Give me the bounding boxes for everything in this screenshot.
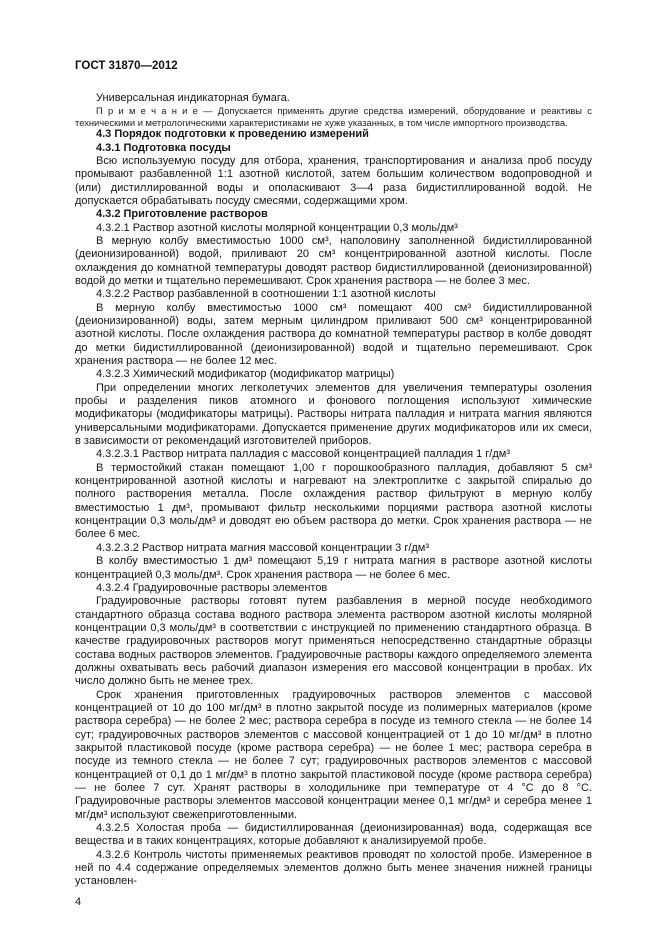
paragraph: В мерную колбу вместимостью 1000 см³ помещают 400 см³ бидистиллированной (деионизированной) воды, затем мерным цилиндром приливают 500 см³ концентрированной азотной кислоты. После охлаждения раствора до комнатной температуры раствор в колбе доводят до метки бидистиллированной (деионизированной) водой и тщательно перемешивают. Срок хранения раствора — не более 12 мес. [75,301,592,367]
paragraph: 4.3.2.5 Холостая проба — бидистиллированная (деионизированная) вода, содержащая все вещества и в таких концентрациях, которые добавляют к анализируемой пробе. [75,822,592,848]
paragraph: Срок хранения приготовленных градуировочных растворов элементов с массовой концентрацией от 10 до 100 мг/дм³ в плотно закрытой посуде из полимерных материалов (кроме раствора серебра) — не более 2 мес; раствора серебра в посуде из темного стекла — не более 14 сут; градуировочных растворов элементов с массовой концентрацией от 1 до 10 мг/дм³ в плотно закрытой пластиковой посуде (кроме раствора серебра) — не более 1 мес; раствора серебра в посуде из темного стекла — не более 7 сут; градуировочных растворов элементов с массовой концентрацией от 0,1 до 1 мг/дм³ в плотно закрытой пластиковой посуде (кроме раствора серебра) — не более 7 сут. Хранят растворы в холодильнике при температуре от 4 °С до 8 °С. Градуировочные растворы элементов массовой концентрации менее 0,1 мг/дм³ и серебра менее 1 мг/дм³ используют свежеприготовленными. [75,688,592,821]
paragraph: Всю используемую посуду для отбора, хранения, транспортирования и анализа проб посуду промывают разбавленной 1:1 азотной кислотой, затем большим количеством водопроводной и (или) дистиллированной воды и ополаскивают 3—4 раза бидистиллированной водой. Не допускается обрабатывать посуду смесями, содержащими хром. [75,154,592,207]
section-heading: 4.3.2 Приготовление растворов [96,208,268,221]
paragraph: Универсальная индикаторная бумага. [96,92,290,104]
subsection-title: 4.3.2.3 Химический модификатор (модификатор матрицы) [96,368,395,381]
section-heading: 4.3.1 Подготовка посуды [96,141,231,154]
subsection-title: 4.3.2.3.2 Раствор нитрата магния массовой концентрации 3 г/дм³ [96,541,430,554]
paragraph: 4.3.2.6 Контроль чистоты применяемых реактивов проводят по холостой пробе. Измеренное в ней по 4.4 содержание определяемых элементов должно быть менее значения нижней границы установлен- [75,848,592,888]
document-body [75,92,592,889]
subsection-title: 4.3.2.3.1 Раствор нитрата палладия с массовой концентрацией палладия 1 г/дм³ [96,448,510,461]
paragraph: В колбу вместимостью 1 дм³ помещают 5,19 г нитрата магния в растворе азотной кислоты концентрацией 0,3 моль/дм³. Срок хранения раствора — не более 6 мес. [75,555,592,581]
subsection-title: 4.3.2.1 Раствор азотной кислоты молярной концентрации 0,3 моль/дм³ [96,221,458,234]
section-heading: 4.3 Порядок подготовки к проведению измерений [96,128,369,141]
subsection-title: 4.3.2.4 Градуировочные растворы элементов [96,581,328,594]
paragraph: В термостойкий стакан помещают 1,00 г порошкообразного палладия, добавляют 5 см³ концентрированной азотной кислоты и нагревают на электроплитке с закрытой спиралью до полного растворения металла. После охлаждения раствор фильтруют в мерную колбу вместимостью 1 дм³, промывают фильтр несколькими порциями раствора азотной кислоты концентрации 0,3 моль/дм³ и доводят ею объем раствора до метки. Срок хранения раствора — не более 6 мес. [75,461,592,541]
paragraph: При определении многих легколетучих элементов для увеличения температуры озоления пробы и разделения пиков атомного и фонового поглощения используют химические модификаторы (модификаторы матрицы). Растворы нитрата палладия и нитрата магния являются универсальными модификаторами. Допускается применение других модификаторов или их смеси, в зависимости от рекомендаций изготовителей приборов. [75,381,592,448]
note-paragraph: П р и м е ч а н и е — Допускается применять другие средства измерений, оборудование и реактивы с техническими и метрологическими характеристиками не хуже указанных, в том числе импортного производства. [75,105,592,128]
document-header: ГОСТ 31870—2012 [75,60,178,72]
paragraph: В мерную колбу вместимостью 1000 см³, наполовину заполненной бидистиллированной (деионизированной) водой, приливают 20 см³ концентрированной азотной кислоты. После охлаждения до комнатной температуры доводят раствор бидистиллированной (деионизированной) водой до метки и тщательно перемешивают. Срок хранения раствора — не более 3 мес. [75,234,592,287]
page-number: 4 [75,896,82,908]
paragraph: Градуировочные растворы готовят путем разбавления в мерной посуде необходимого стандартного образца состава водного раствора элемента раствором азотной кислоты молярной концентрации 0,3 моль/дм³ в соответствии с инструкцией по применению стандартного образца. В качестве градуировочных растворов могут применяться непосредственно стандартные образцы состава водных растворов элементов. Градуировочные растворы каждого определяемого элемента должны охватывать весь рабочий диапазон измерения его массовой концентрации в пробах. Их число должно быть не менее трех. [75,595,592,688]
subsection-title: 4.3.2.2 Раствор разбавленной в соотношении 1:1 азотной кислоты [96,288,436,301]
